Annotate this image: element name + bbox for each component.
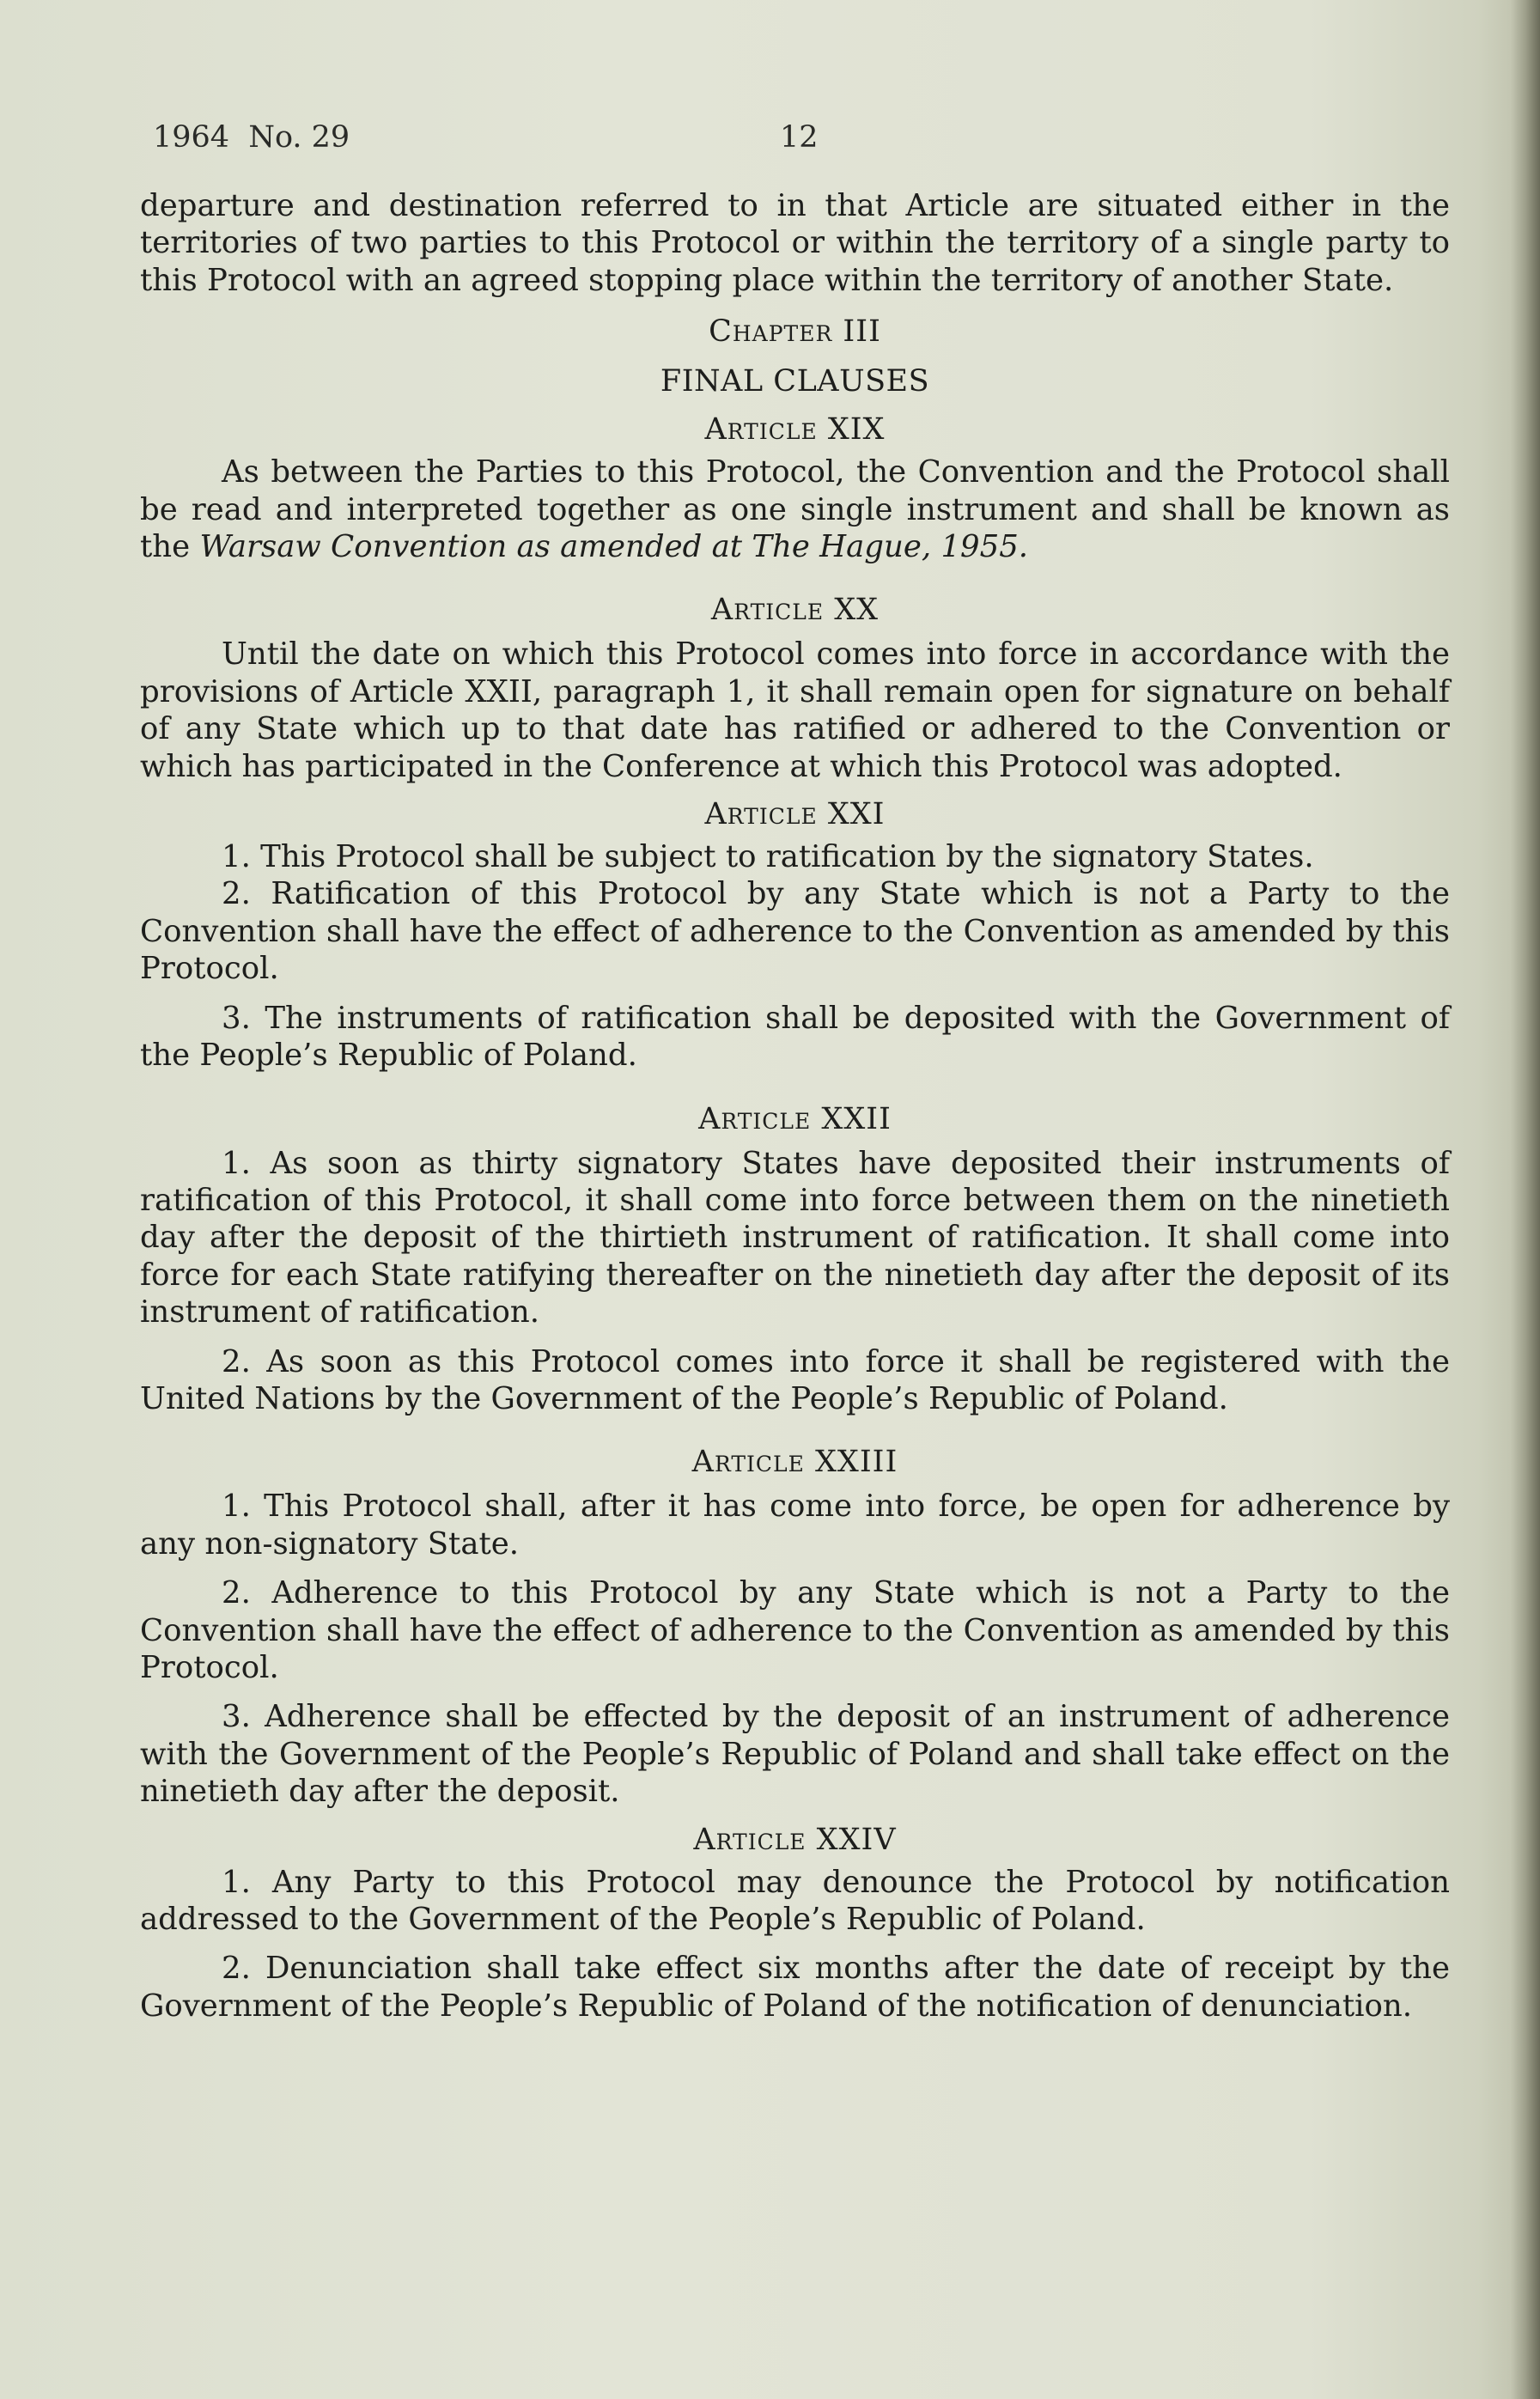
article-xix-text-main: As between the Parties to this Protocol, the Convention and the Protocol shall be read and interpreted together as one single instrument and shall be known as the xyxy=(140,454,1450,565)
article-xxiii-para-1: 1. This Protocol shall, after it has come into force, be open for adherence by any non-signatory State. xyxy=(140,1489,1450,1562)
document-body xyxy=(140,187,1450,2025)
opening-paragraph: departure and destination referred to in that Article are situated either in the territories of two parties to this Protocol or within the territory of a single party to this Protocol with an agreed stopping place within the territory of another State. xyxy=(140,188,1450,298)
chapter-title: FINAL CLAUSES xyxy=(660,364,930,399)
article-xxii-para-2: 2. As soon as this Protocol comes into force it shall be registered with the United Nations by the Government of the People’s Republic of Poland. xyxy=(140,1343,1450,1416)
article-xxiii-para-3: 3. Adherence shall be effected by the deposit of an instrument of adherence with the Government of the People’s Republic of Poland and shall take effect on the ninetieth day after the deposit. xyxy=(140,1699,1450,1810)
article-xxiv-para-2: 2. Denunciation shall take effect six months after the date of receipt by the Government of the People’s Republic of Poland of the notification of denunciation. xyxy=(140,1951,1450,2024)
article-xx-text: Until the date on which this Protocol comes into force in accordance with the provisions of Article XXII, paragraph 1, it shall remain open for signature on behalf of any State which up to that date has ratified or adhered to the Convention or which has participated in the Conference at which this Protocol was adopted. xyxy=(140,636,1450,784)
article-xxiv-heading: Article XXIV xyxy=(693,1822,897,1857)
article-xxiii-para-2: 2. Adherence to this Protocol by any State which is not a Party to the Convention shall have the effect of adherence to the Convention as amended by this Protocol. xyxy=(140,1575,1450,1685)
chapter-label: Chapter III xyxy=(709,314,881,350)
article-xix-convention-name: Warsaw Convention as amended at The Hague, 1955. xyxy=(199,529,1029,565)
article-xxii-para-1: 1. As soon as thirty signatory States have deposited their instruments of ratification of this Protocol, it shall come into force between them on the ninetieth day after the deposit of the thirtieth instrument of ratification. It shall come into force for each State ratifying thereafter on the ninetieth day after the deposit of its instrument of ratification. xyxy=(140,1145,1450,1330)
article-xxiv-para-1: 1. Any Party to this Protocol may denounce the Protocol by notification addressed to the Government of the People’s Republic of Poland. xyxy=(140,1864,1450,1937)
article-xxi-heading: Article XXI xyxy=(704,797,886,832)
article-xxi-para-2: 2. Ratification of this Protocol by any State which is not a Party to the Convention shall have the effect of adherence to the Convention as amended by this Protocol. xyxy=(140,876,1450,987)
article-xxi-para-3: 3. The instruments of ratification shall be deposited with the Government of the People’s Republic of Poland. xyxy=(140,1000,1450,1074)
header-citation: 1964 No. 29 xyxy=(153,120,350,155)
article-xxi-para-1: 1. This Protocol shall be subject to ratification by the signatory States. xyxy=(222,839,1314,875)
page-number: 12 xyxy=(780,120,819,155)
article-xxii-heading: Article XXII xyxy=(698,1101,892,1136)
article-xxiii-heading: Article XXIII xyxy=(691,1445,898,1480)
running-header xyxy=(153,120,1441,161)
article-xix-text xyxy=(140,454,1450,565)
article-xx-heading: Article XX xyxy=(710,593,880,628)
page-binding-shadow xyxy=(1511,0,1540,2399)
article-xix-heading: Article XIX xyxy=(704,412,886,448)
